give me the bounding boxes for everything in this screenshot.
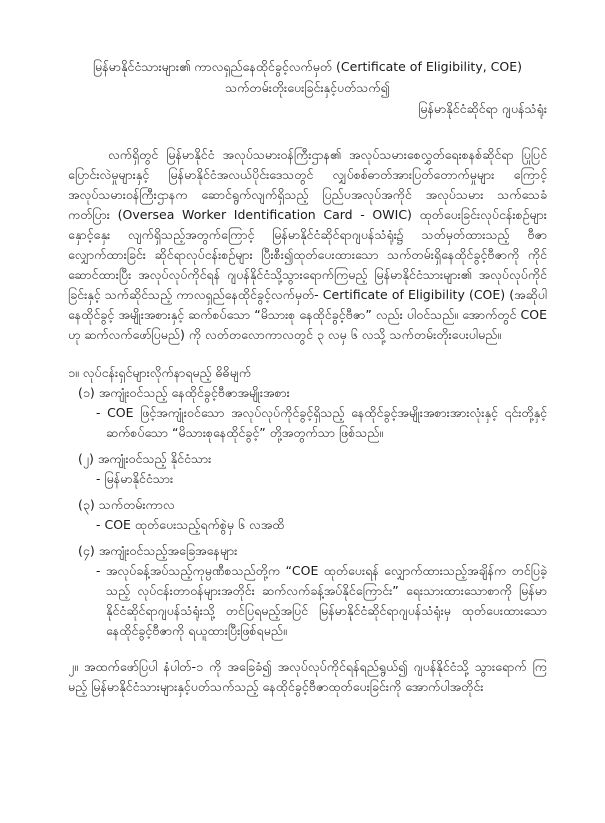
section-1-heading: ၁။ လုပ်ငန်းရှင်များလိုက်နာရမည့် ဓိဓိမျက် <box>68 365 252 380</box>
item-label: (၄) အကျုံးဝင်သည့်အခြေအနေများ <box>78 543 238 558</box>
section-2-paragraph: ၂။ အထက်ဖော်ပြပါ နံပါတ်-၁ ကို အခြေခံ၍ အလုပ်လုပ်ကိုင်ရန်ရည်ရွယ်၍ ဂျပန်နိုင်ငံသို့ သွားရောက် ကြမည့် မြန်မာနိုင်ငံသားများနှင့်ပတ်သက်သည့် နေထိုင်ခွင့်ဗီဇာထုတ်ပေးခြင်းကို အောက်ပါအတိုင်း <box>68 659 547 694</box>
document-title-line-2: သက်တမ်းတိုးပေးခြင်းနှင့်ပတ်သက်၍ <box>225 80 390 95</box>
section-1-item-4 <box>68 541 547 641</box>
document-title-line-1: မြန်မာနိုင်ငံသားများ၏ ကာလရှည်နေထိုင်ခွင့်လက်မှတ် (Certificate of Eligibility, COE) <box>92 59 523 74</box>
item-label: (၂) အကျုံးဝင်သည့် နိုင်ငံသား <box>78 451 212 466</box>
item-label: (၁) အကျုံးဝင်သည့် နေထိုင်ခွင့်ဗီဇာအမျိုးအစား <box>78 385 290 400</box>
issuing-department: မြန်မာနိုင်ငံဆိုင်ရာ ဂျပန်သံရုံး <box>418 101 547 116</box>
item-label: (၃) သက်တမ်းကာလ <box>78 497 175 512</box>
item-detail: - COE ထုတ်ပေးသည့်ရက်စွဲမှ ၆ လအထိ <box>96 517 285 532</box>
section-1-item-1 <box>68 383 547 443</box>
item-detail: - မြန်မာနိုင်ငံသား <box>96 471 174 486</box>
item-detail: - COE ဖြင့်အကျုံးဝင်သော အလုပ်လုပ်ကိုင်ခွင့်ရှိသည့် နေထိုင်ခွင့်အမျိုးအစားအားလုံးနှင့် ၎င်းတို့နှင့် ဆက်စပ်သော “မိသားစုနေထိုင်ခွင့်” တို့အတွက်သာ ဖြစ်သည်။ <box>96 405 547 440</box>
section-1-item-2 <box>68 449 547 489</box>
section-1-item-3 <box>68 495 547 535</box>
item-detail: - အလုပ်ခန့်အပ်သည့်ကုမ္ပဏီစသည်တို့က “COE ထုတ်ပေးရန် လျှောက်ထားသည့်အချိန်က တင်ပြခဲ့ သည့် လုပ်ငန်းတာဝန်များအတိုင်း ဆက်လက်ခန့်အပ်နိုင်ကြောင်း” ရေးသားထားသောစာကို မြန်မာ နိုင်ငံဆိုင်ရာဂျပန်သံရုံးသို့ တင်ပြရမည့်အပြင် မြန်မာနိုင်ငံဆိုင်ရာဂျပန်သံရုံးမှ ထုတ်ပေးထားသော နေထိုင်ခွင့်ဗီဇာကို ရယူထားပြီးဖြစ်ရမည်။ <box>96 563 547 638</box>
intro-paragraph: လက်ရှိတွင် မြန်မာနိုင်ငံ အလုပ်သမားဝန်ကြီးဌာန၏ အလုပ်သမားစေလွှတ်ရေးစနစ်ဆိုင်ရာ ပြုပြင်ပြောင်းလဲမှုများနှင့် မြန်မာနိုင်ငံအလယ်ပိုင်းဒေသတွင် လျှပ်စစ်ဓာတ်အားပြတ်တောက်မှုများ ကြောင့် အလုပ်သမားဝန်ကြီးဌာနက ဆောင်ရွက်လျက်ရှိသည့် ပြည်ပအလုပ်အကိုင် အလုပ်သမား သက်သေခံကတ်ပြား (Oversea Worker Identification Card - OWIC) ထုတ်ပေးခြင်းလုပ်ငန်းစဉ်များ နှောင့်နှေး လျက်ရှိသည့်အတွက်ကြောင့် မြန်မာနိုင်ငံဆိုင်ရာဂျပန်သံရုံး၌ သတ်မှတ်ထားသည့် ဗီဇာလျှောက်ထားခြင်း ဆိုင်ရာလုပ်ငန်းစဉ်များ ပြီးစီး၍ထုတ်ပေးထားသော သက်တမ်းရှိနေထိုင်ခွင့်ဗီဇာကို ကိုင်ဆောင်ထားပြီး အလုပ်လုပ်ကိုင်ရန် ဂျပန်နိုင်ငံသို့သွားရောက်ကြမည့် မြန်မာနိုင်ငံသားများ၏ အလုပ်လုပ်ကိုင်ခြင်းနှင့် သက်ဆိုင်သည့် ကာလရှည်နေထိုင်ခွင့်လက်မှတ်- Certificate of Eligibility (COE) (အဆိုပါ နေထိုင်ခွင့် အမျိုးအစားနှင့် ဆက်စပ်သော “မိသားစု နေထိုင်ခွင့်ဗီဇာ” လည်း ပါဝင်သည်။ အောက်တွင် COE ဟု ဆက်လက်ဖော်ပြမည်) ကို လတ်တလောကာလတွင် ၃ လမှ ၆ လသို့ သက်တမ်းတိုးပေးပါမည်။ <box>68 147 547 342</box>
